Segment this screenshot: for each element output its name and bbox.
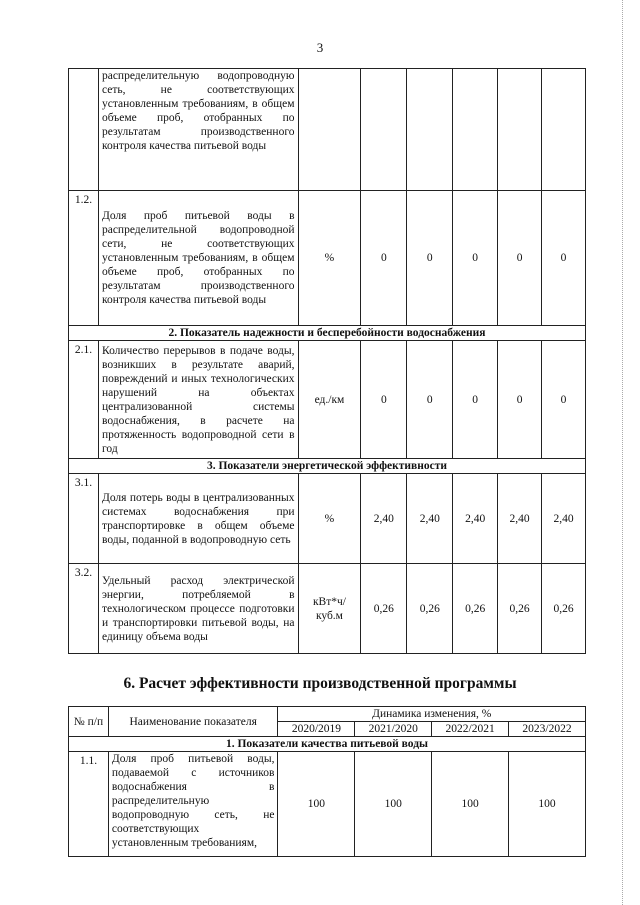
- column-header-dynamics: Динамика изменения, %: [278, 707, 586, 722]
- column-header-num: № п/п: [69, 707, 109, 737]
- scan-margin-line: [622, 0, 623, 905]
- column-header-period: 2022/2021: [432, 722, 509, 737]
- row-value: 2,40: [542, 474, 586, 564]
- row-value: 2,40: [498, 474, 542, 564]
- row-value: 0: [361, 341, 407, 459]
- row-value: 0: [542, 341, 586, 459]
- section-row: [69, 737, 586, 752]
- row-value: 0: [407, 341, 453, 459]
- row-unit: %: [298, 474, 361, 564]
- section-heading: 6. Расчет эффективности производственной программы: [123, 675, 517, 692]
- row-value: 0,26: [498, 564, 542, 654]
- row-value: 0: [453, 341, 498, 459]
- column-header-period: 2020/2019: [278, 722, 355, 737]
- row-desc: Количество перерывов в подаче воды, возникших в результате аварий, повреждений и иных технологических нарушений на объектах централизованной системы водоснабжения, в расчете на протяженность водопроводной сети в год: [98, 341, 298, 459]
- row-value: 100: [509, 752, 586, 857]
- row-value: 0,26: [361, 564, 407, 654]
- row-number: 2.1.: [69, 341, 99, 459]
- row-value: 0: [407, 191, 453, 326]
- table-row: [69, 474, 586, 564]
- row-value: 2,40: [361, 474, 407, 564]
- row-value: 100: [278, 752, 355, 857]
- row-value: 2,40: [407, 474, 453, 564]
- section-row: [69, 326, 586, 341]
- column-header-period: 2023/2022: [509, 722, 586, 737]
- section-title: 1. Показатели качества питьевой воды: [69, 737, 586, 752]
- table-header-row: [69, 707, 586, 722]
- row-desc: Доля потерь воды в централизованных системах водоснабжения при транспортировке в общем объеме воды, поданной в водопроводную сеть: [98, 474, 298, 564]
- page-number: 3: [316, 40, 324, 55]
- row-value: 0: [361, 191, 407, 326]
- row-desc: Доля проб питьевой воды, подаваемой с источников водоснабжения в распределительную водопроводную сеть, не соответствующих установленным требованиям,: [108, 752, 278, 857]
- row-value: 0: [498, 191, 542, 326]
- row-value: 0,26: [407, 564, 453, 654]
- table-row: [69, 191, 586, 326]
- row-number: 1.1.: [69, 752, 109, 857]
- row-value: 100: [355, 752, 432, 857]
- table-row: [69, 341, 586, 459]
- row-value: 2,40: [453, 474, 498, 564]
- section-title: 2. Показатель надежности и бесперебойности водоснабжения: [69, 326, 586, 341]
- row-unit: ед./км: [298, 341, 361, 459]
- row-unit: %: [298, 191, 361, 326]
- section-row: [69, 459, 586, 474]
- row-number: 1.2.: [69, 191, 99, 326]
- column-header-period: 2021/2020: [355, 722, 432, 737]
- row-number: 3.1.: [69, 474, 99, 564]
- section-title: 3. Показатели энергетической эффективности: [69, 459, 586, 474]
- row-value: 0: [453, 191, 498, 326]
- row-desc: Удельный расход электрической энергии, потребляемой в технологическом процессе подготовки и транспортировки питьевой воды, на единицу объема воды: [98, 564, 298, 654]
- efficiency-table: [68, 706, 586, 857]
- row-value: 0,26: [453, 564, 498, 654]
- table-row: [69, 69, 586, 191]
- indicators-table: [68, 68, 586, 654]
- row-value: 100: [432, 752, 509, 857]
- row-unit: кВт*ч/ куб.м: [298, 564, 361, 654]
- row-value: 0: [498, 341, 542, 459]
- row-value: 0,26: [542, 564, 586, 654]
- row-desc: Доля проб питьевой воды в распределительной водопроводной сети, не соответствующих установленным требованиям, в общем объеме проб, отобранных по результатам производственного контроля качества питьевой воды: [98, 191, 298, 326]
- row-value: 0: [542, 191, 586, 326]
- table-row: [69, 752, 586, 857]
- row-desc: распределительную водопроводную сеть, не соответствующих установленным требованиям, в общем объеме проб, отобранных по результатам производственного контроля качества питьевой воды: [98, 69, 298, 191]
- column-header-name: Наименование показателя: [108, 707, 278, 737]
- row-number: 3.2.: [69, 564, 99, 654]
- table-row: [69, 564, 586, 654]
